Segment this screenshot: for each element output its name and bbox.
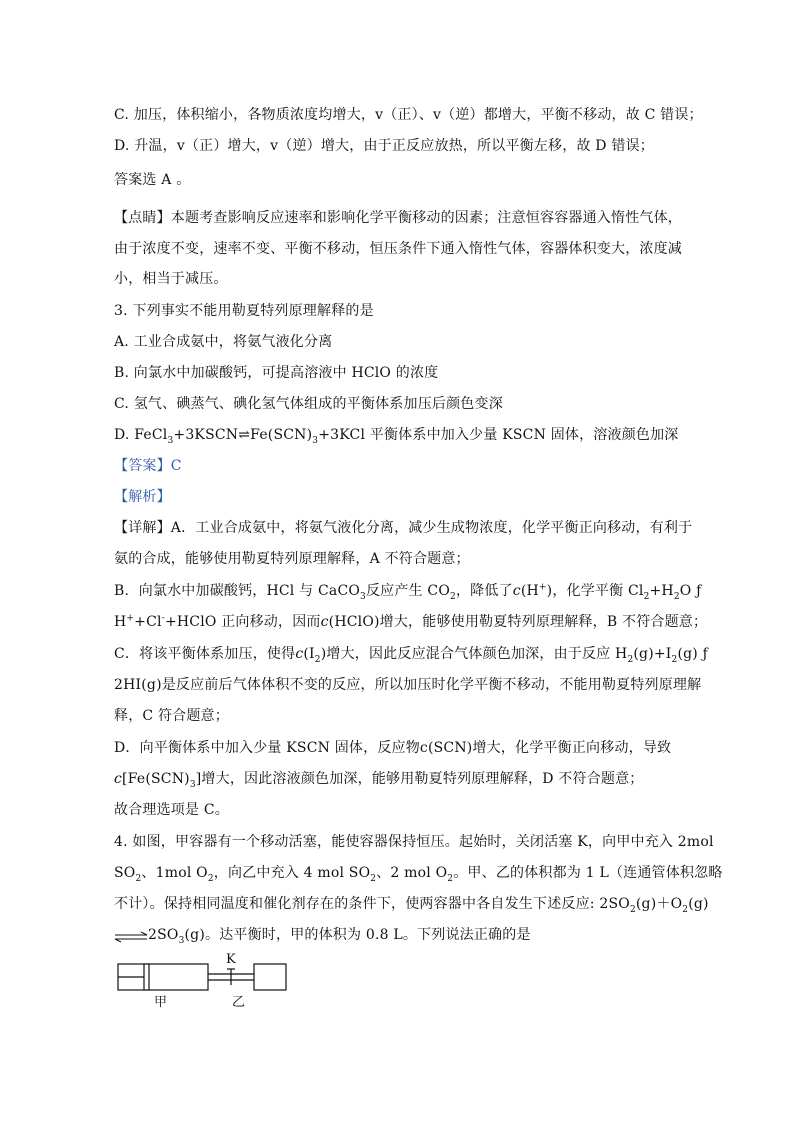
option-b: B. 向氯水中加碳酸钙，可提高溶液中 HClO 的浓度	[114, 365, 439, 381]
text-line: 氨的合成，能够使用勒夏特列原理解释，A 不符合题意；	[114, 551, 470, 567]
text-line: 由于浓度不变，速率不变、平衡不移动，恒压条件下通入惰性气体，容器体积变大，浓度减	[114, 241, 682, 257]
text-line: 故合理选项是 C。	[114, 802, 229, 818]
container-yi-label: 乙	[232, 995, 246, 1010]
text-line: 释，C 符合题意；	[114, 708, 229, 724]
container-jia-label: 甲	[154, 995, 168, 1010]
text-line: $c[Fe(SCN)_3]$增大，因此溶液颜色加深，能够用勒夏特列原理解释，D 不符合题意；	[114, 771, 644, 790]
analysis-label: 【解析】	[114, 489, 171, 505]
text-line: 小，相当于减压。	[114, 271, 228, 287]
text-line: D．向平衡体系中加入少量 KSCN 固体，反应物c(SCN)增大，化学平衡正向移动，导致	[114, 740, 672, 756]
text-line: $SO_2$、1mol $O_2$，向乙中充入 4 mol $SO_2$、2 mol $O_2$。甲、乙的体积都为 1 L（连通管体积忽略	[114, 865, 723, 884]
valve-k-label: K	[226, 952, 236, 967]
text-line: $2SO_3(g)$。达平衡时，甲的体积为 0.8 L。下列说法正确的是	[114, 925, 531, 945]
option-c: C. 氢气、碘蒸气、碘化氢气体组成的平衡体系加压后颜色变深	[114, 396, 503, 412]
question-title: 3. 下列事实不能用勒夏特列原理解释的是	[114, 303, 374, 319]
answer-label: 【答案】C	[114, 458, 182, 474]
question-title: 4. 如图，甲容器有一个移动活塞，能使容器保持恒压。起始时，关闭活塞 K，向甲中充入 2mol	[114, 834, 714, 850]
text-line: 不计）。保持相同温度和催化剂存在的条件下，使两容器中各自发生下述反应: $2SO_2(g)+O_2(g)$	[114, 896, 709, 915]
text-line: 【点睛】本题考查影响反应速率和影响化学平衡移动的因素；注意恒容容器通入惰性气体，	[114, 210, 682, 226]
text-line: 答案选 A 。	[114, 172, 191, 188]
equilibrium-arrow-icon	[114, 929, 148, 941]
option-a: A. 工业合成氨中，将氨气液化分离	[114, 334, 333, 350]
text-line: B．向氯水中加碳酸钙，HCl 与 CaCO$_3$反应产生 $CO_2$，降低了c(H+)，化学平衡 $Cl_2+H_2O$ ƒ	[114, 582, 702, 602]
text-line: D. 升温，v（正）增大，v（逆）增大，由于正反应放热，所以平衡左移，故 D 错误；	[114, 138, 654, 154]
text-line: 2HI(g)是反应前后气体体积不变的反应，所以加压时化学平衡不移动，不能用勒夏特列原理解	[114, 677, 702, 693]
container-diagram-svg	[114, 958, 290, 1008]
container-diagram	[114, 952, 290, 1010]
option-d: D. $FeCl_3+3KSCN\rightleftharpoons Fe(SCN)_3+3KCl$ 平衡体系中加入少量 KSCN 固体，溶液颜色加深	[114, 427, 679, 446]
text-line: C．将该平衡体系加压，使得$c(I_2)$增大，因此反应混合气体颜色加深，由于反应 $H_2(g)+I_2(g)$ ƒ	[114, 646, 708, 665]
text-line: C. 加压，体积缩小，各物质浓度均增大，v（正）、v（逆）都增大，平衡不移动，故 C 错误；	[114, 107, 703, 123]
text-line: 【详解】A．工业合成氨中，将氨气液化分离，减少生成物浓度，化学平衡正向移动，有利于	[114, 520, 693, 536]
text-line: H++Cl-+HClO 正向移动，因而c(HClO)增大，能够使用勒夏特列原理解释，B 不符合题意；	[114, 613, 708, 630]
